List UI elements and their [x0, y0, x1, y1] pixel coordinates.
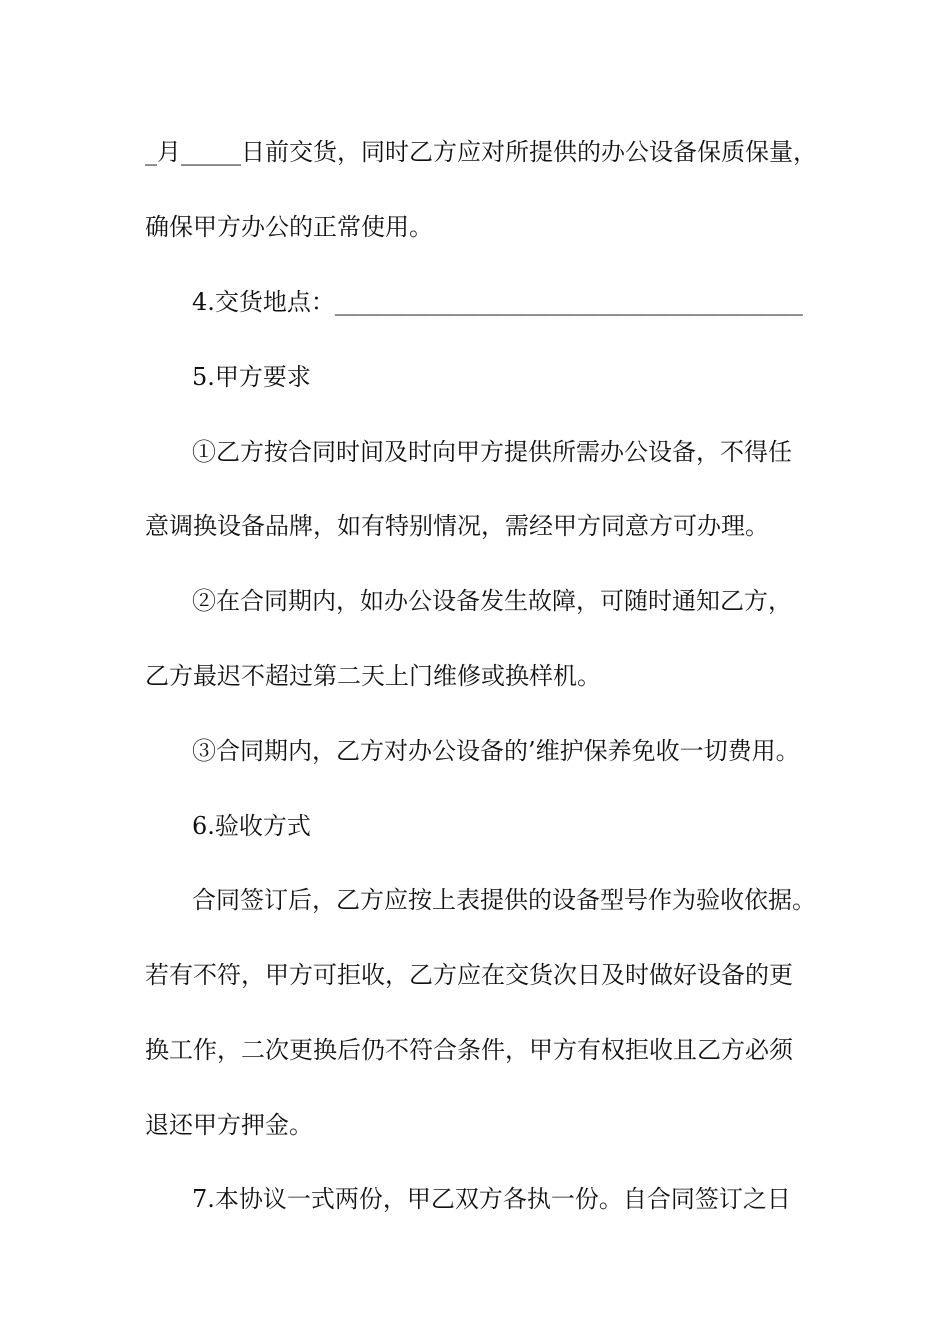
- text-line-15: 7.本协议一式两份，甲乙双方各执一份。自合同签订之日: [192, 1185, 791, 1213]
- text-line-9: ③合同期内，乙方对办公设备的’维护保养免收一切费用。: [192, 737, 800, 765]
- text-line-10: 6.验收方式: [192, 812, 311, 840]
- text-line-4: 5.甲方要求: [192, 363, 311, 391]
- text-line-12: 若有不符，甲方可拒收，乙方应在交货次日及时做好设备的更: [145, 961, 793, 989]
- text-line-1: _月_____日前交货，同时乙方应对所提供的办公设备保质保量，: [145, 138, 817, 166]
- text-line-7: ②在合同期内，如办公设备发生故障，可随时通知乙方，: [192, 587, 792, 615]
- text-line-8: 乙方最迟不超过第二天上门维修或换样机。: [145, 662, 601, 690]
- text-line-6: 意调换设备品牌，如有特别情况，需经甲方同意方可办理。: [145, 512, 769, 540]
- text-line-3: 4.交货地点：_______________________________________: [192, 288, 803, 316]
- text-line-11: 合同签订后，乙方应按上表提供的设备型号作为验收依据。: [192, 886, 816, 914]
- text-line-2: 确保甲方办公的正常使用。: [145, 213, 433, 241]
- text-line-13: 换工作，二次更换后仍不符合条件，甲方有权拒收且乙方必须: [145, 1036, 793, 1064]
- text-line-14: 退还甲方押金。: [145, 1111, 313, 1139]
- text-line-5: ①乙方按合同时间及时向甲方提供所需办公设备，不得任: [192, 438, 792, 466]
